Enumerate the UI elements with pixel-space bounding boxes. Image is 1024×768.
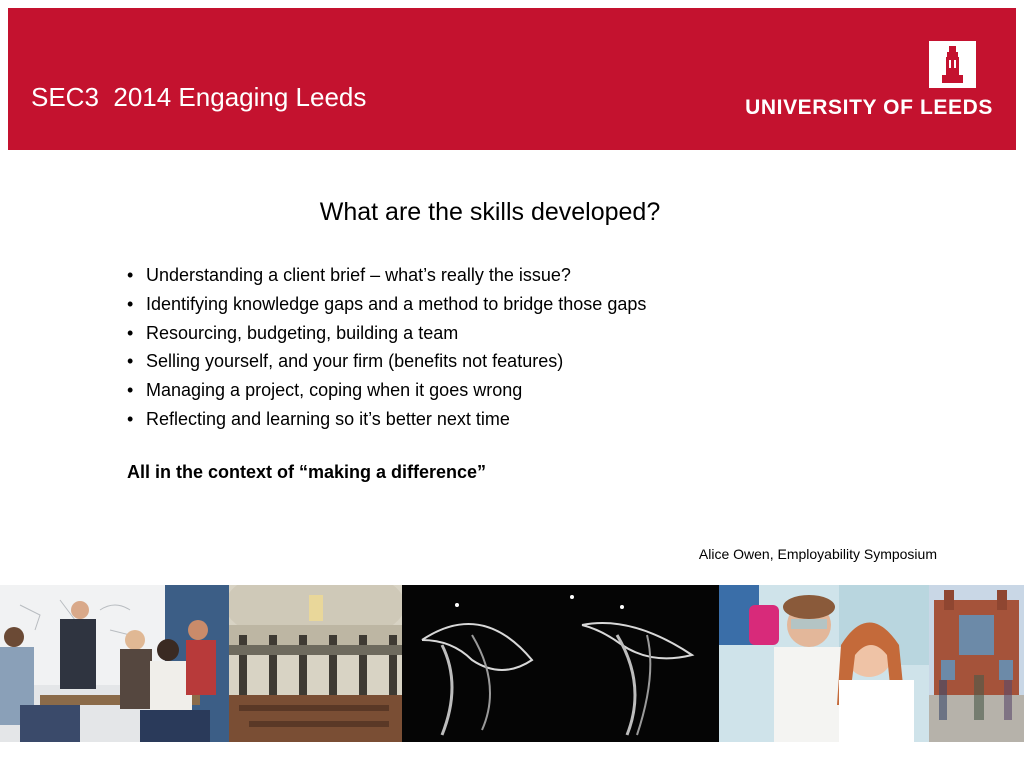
bullet-text: Reflecting and learning so it’s better next time — [146, 408, 510, 429]
bullet-dot: • — [127, 322, 134, 343]
campus-building-photo — [929, 585, 1024, 742]
photo-strip — [0, 585, 1024, 742]
bullet-dot: • — [127, 265, 134, 285]
bullet-text: Managing a project, coping when it goes wrong — [146, 380, 523, 401]
library-reading-room-photo — [229, 585, 402, 742]
bullet-dot: • — [127, 351, 134, 372]
bullet-item — [127, 290, 646, 319]
bullet-dot: • — [127, 293, 134, 314]
university-logo-text: UNIVERSITY OF LEEDS — [745, 96, 993, 119]
skills-bullet-list — [127, 261, 646, 434]
bullet-text: Resourcing, budgeting, building a team — [146, 322, 459, 343]
classroom-photo — [0, 585, 229, 742]
bullet-text: Understanding a client brief – what’s really the issue? — [146, 265, 571, 285]
bullet-item — [127, 376, 646, 405]
slide-heading: What are the skills developed? — [319, 198, 661, 226]
bullet-dot: • — [127, 380, 134, 401]
bullet-text: Identifying knowledge gaps and a method to bridge those gaps — [146, 293, 647, 314]
light-sculpture-photo — [402, 585, 719, 742]
bullet-item — [127, 347, 646, 376]
bullet-text: Selling yourself, and your firm (benefits not features) — [146, 351, 564, 372]
attribution: Alice Owen, Employability Symposium — [698, 546, 937, 562]
parkinson-tower-icon — [929, 41, 976, 88]
bullet-item — [127, 261, 646, 290]
laboratory-students-photo — [719, 585, 929, 742]
bullet-item — [127, 405, 646, 434]
context-statement: All in the context of “making a difference” — [127, 462, 487, 482]
deck-title: SEC3 2014 Engaging Leeds — [31, 82, 367, 112]
bullet-item — [127, 319, 646, 348]
bullet-dot: • — [127, 408, 134, 429]
header-banner — [8, 8, 1016, 150]
